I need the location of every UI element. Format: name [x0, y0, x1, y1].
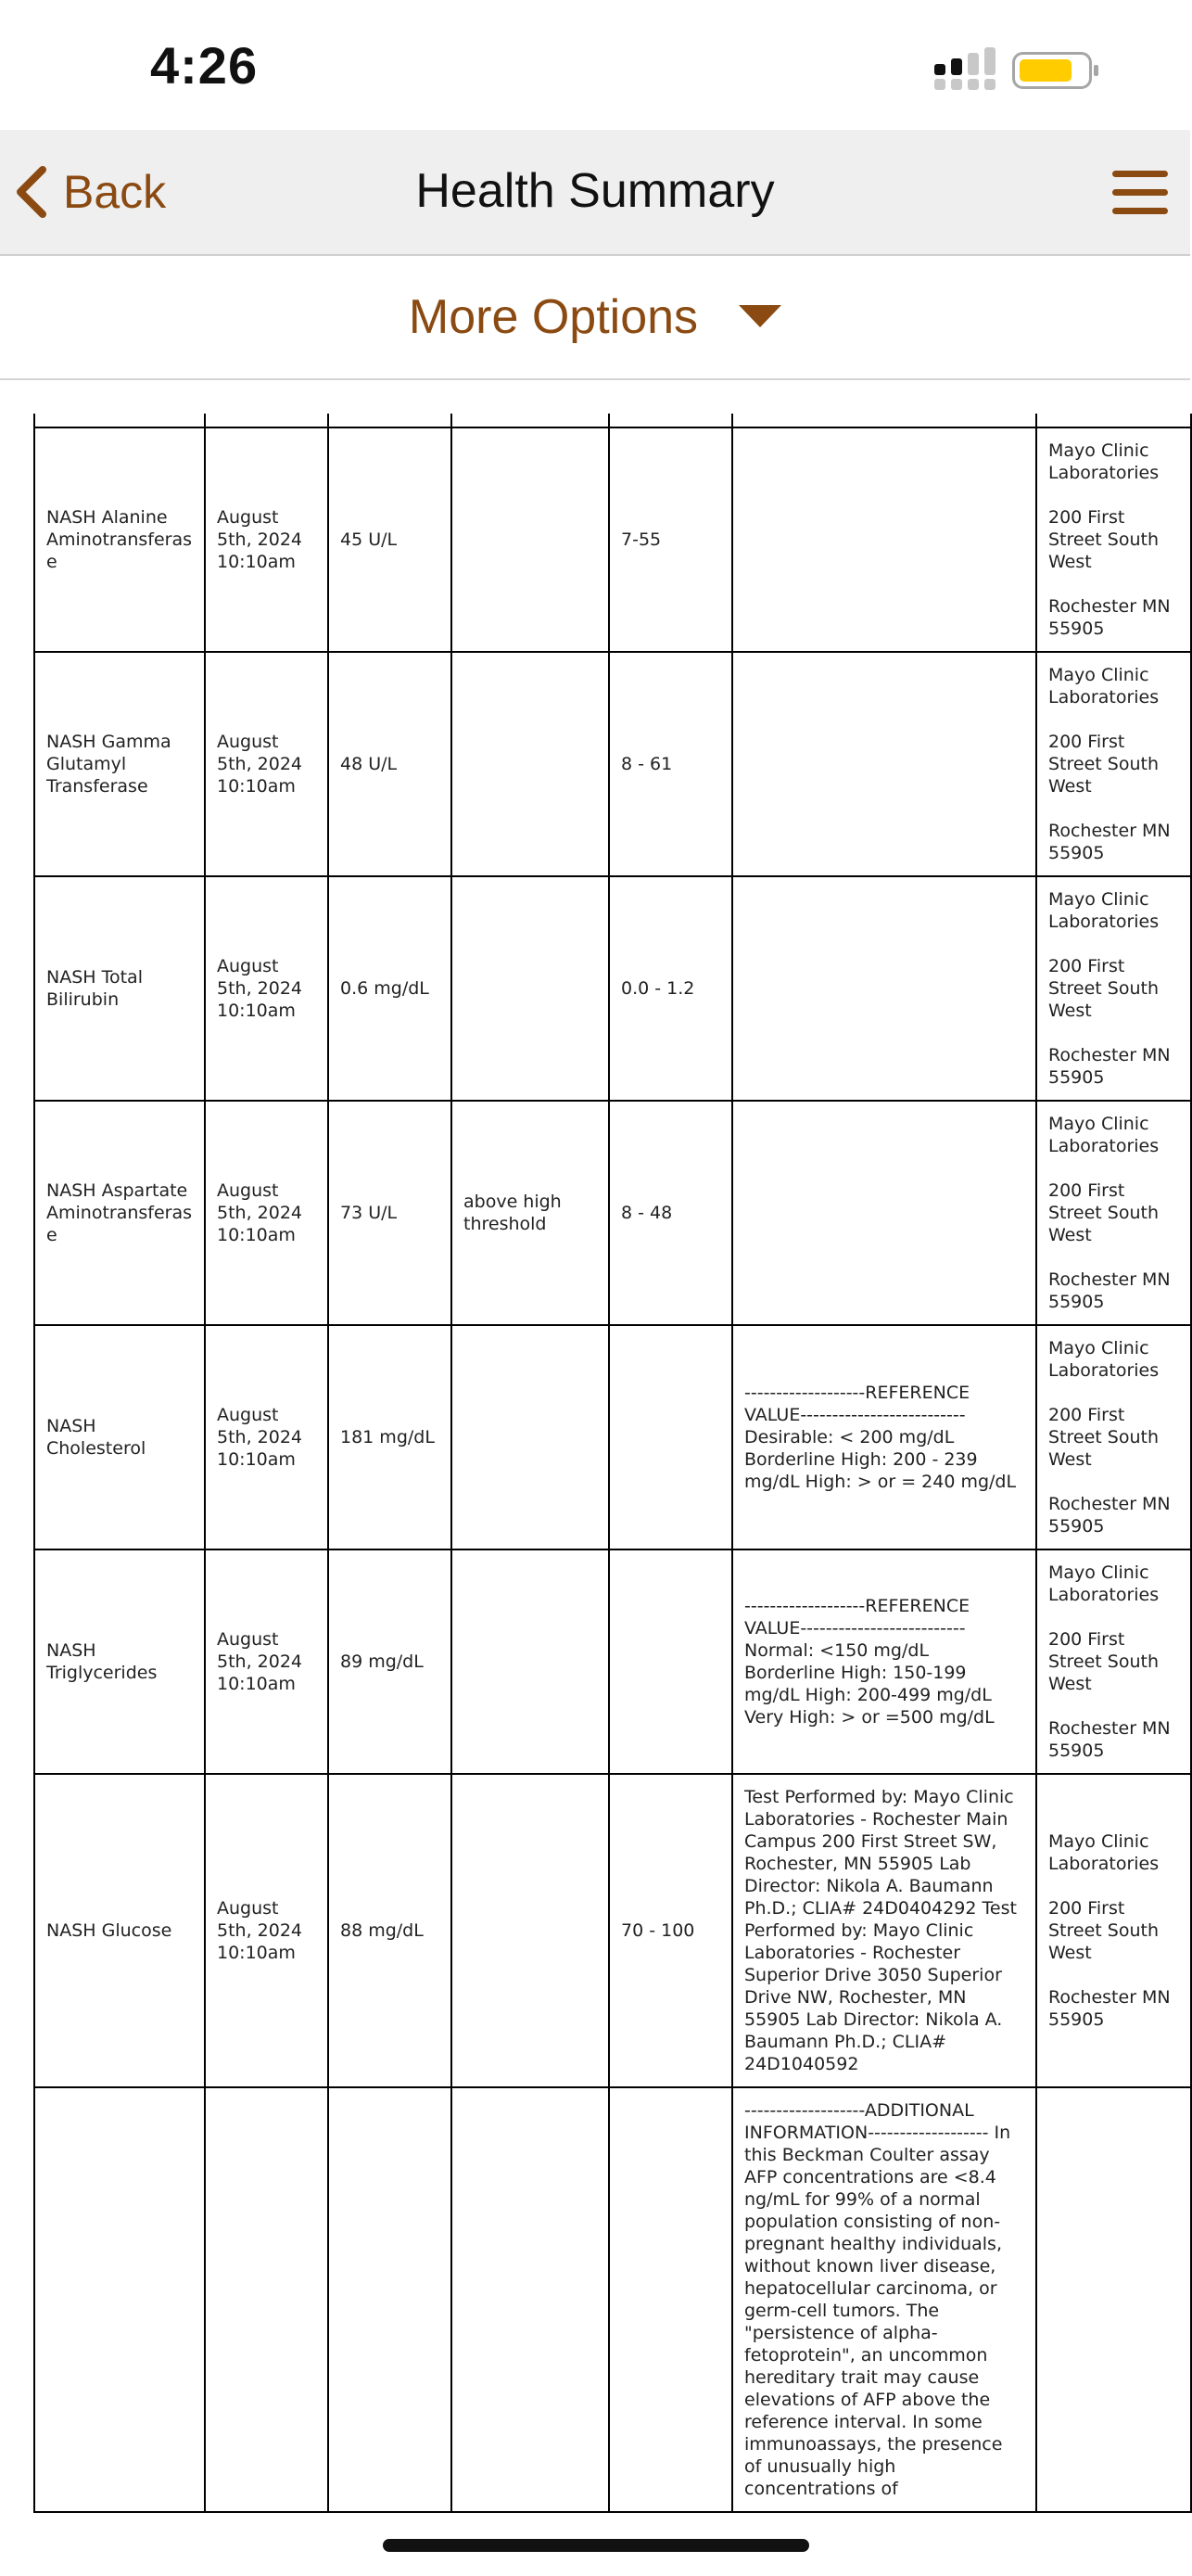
- lab-city: Rochester MN 55905: [1048, 1494, 1171, 1537]
- results-table: [33, 414, 1192, 2513]
- page-title: Health Summary: [415, 164, 775, 218]
- status-bar: [0, 0, 1190, 130]
- test-name-cell: NASH Cholesterol: [34, 1325, 205, 1549]
- table-row: [34, 1325, 1191, 1549]
- test-name-cell: NASH Aspartate Aminotransferase: [34, 1101, 205, 1325]
- date-cell: August 5th, 2024 10:10am: [205, 876, 328, 1101]
- status-time: 4:26: [150, 36, 259, 95]
- test-name-cell: NASH Gamma Glutamyl Transferase: [34, 652, 205, 876]
- lab-street: 200 First Street South West: [1048, 1898, 1159, 1963]
- lab-street: 200 First Street South West: [1048, 1629, 1159, 1694]
- lab-city: Rochester MN 55905: [1048, 1987, 1171, 2030]
- notes-cell: [732, 427, 1036, 652]
- reference-range-cell: 8 - 61: [609, 652, 732, 876]
- value-cell: 45 U/L: [328, 427, 451, 652]
- test-name-cell: NASH Alanine Aminotransferase: [34, 427, 205, 652]
- table-row-partial: [34, 414, 1191, 427]
- notes-cell: Test Performed by: Mayo Clinic Laboratories - Rochester Main Campus 200 First Street SW, Rochester, MN 55905 Lab Director: Nikola A. Baumann Ph.D.; CLIA# 24D0404292 Test Performed by: Mayo Clinic Laboratories - Rochester Superior Drive 3050 Superior Drive NW, Rochester, MN 55905 Lab Director: Nikola A. Baumann Ph.D.; CLIA# 24D1040592: [732, 1774, 1036, 2087]
- date-cell: August 5th, 2024 10:10am: [205, 652, 328, 876]
- flag-cell: [451, 2087, 609, 2512]
- date-cell: August 5th, 2024 10:10am: [205, 1774, 328, 2087]
- value-cell: 89 mg/dL: [328, 1549, 451, 1774]
- table-row: [34, 652, 1191, 876]
- reference-range-cell: 0.0 - 1.2: [609, 876, 732, 1101]
- lab-location-cell: [1036, 1774, 1191, 2087]
- date-cell: [205, 2087, 328, 2512]
- reference-range-cell: 7-55: [609, 427, 732, 652]
- notes-cell: -------------------REFERENCE VALUE-------------------------- Normal: <150 mg/dL Borderline High: 150-199 mg/dL High: 200-499 mg/dL Very High: > or =500 mg/dL: [732, 1549, 1036, 1774]
- notes-cell: -------------------ADDITIONAL INFORMATION------------------- In this Beckman Coulter assay AFP concentrations are <8.4 ng/mL for 99% of a normal population consisting of non-pregnant healthy individuals, without known liver disease, hepatocellular carcinoma, or germ-cell tumors. The "persistence of alpha-fetoprotein", an uncommon hereditary trait may cause elevations of AFP above the reference interval. In some immunoassays, the presence of unusually high concentrations of: [732, 2087, 1036, 2512]
- lab-lab: Mayo Clinic Laboratories: [1048, 1338, 1160, 1381]
- more-options-bar: [0, 256, 1190, 380]
- reference-range-cell: [609, 2087, 732, 2512]
- flag-cell: [451, 1549, 609, 1774]
- reference-range-cell: 8 - 48: [609, 1101, 732, 1325]
- lab-street: 200 First Street South West: [1048, 1405, 1159, 1470]
- lab-street: 200 First Street South West: [1048, 507, 1159, 572]
- date-cell: August 5th, 2024 10:10am: [205, 1101, 328, 1325]
- more-options-label: More Options: [408, 290, 699, 344]
- lab-street: 200 First Street South West: [1048, 1180, 1159, 1245]
- flag-cell: above high threshold: [451, 1101, 609, 1325]
- test-name-cell: NASH Triglycerides: [34, 1549, 205, 1774]
- value-cell: 181 mg/dL: [328, 1325, 451, 1549]
- notes-cell: -------------------REFERENCE VALUE-------------------------- Desirable: < 200 mg/dL Borderline High: 200 - 239 mg/dL High: > or = 240 mg/dL: [732, 1325, 1036, 1549]
- test-name-cell: [34, 2087, 205, 2512]
- more-options-button[interactable]: [0, 289, 1190, 345]
- lab-street: 200 First Street South West: [1048, 956, 1159, 1021]
- date-cell: August 5th, 2024 10:10am: [205, 427, 328, 652]
- lab-city: Rochester MN 55905: [1048, 1269, 1171, 1312]
- lab-street: 200 First Street South West: [1048, 732, 1159, 797]
- lab-city: Rochester MN 55905: [1048, 821, 1171, 863]
- notes-cell: [732, 876, 1036, 1101]
- lab-lab: Mayo Clinic Laboratories: [1048, 1114, 1160, 1156]
- reference-range-cell: 70 - 100: [609, 1774, 732, 2087]
- table-row: [34, 1774, 1191, 2087]
- nav-bar: [0, 130, 1190, 256]
- table-row: [34, 1101, 1191, 1325]
- lab-location-cell: [1036, 427, 1191, 652]
- date-cell: August 5th, 2024 10:10am: [205, 1549, 328, 1774]
- table-row: [34, 2087, 1191, 2512]
- value-cell: 73 U/L: [328, 1101, 451, 1325]
- lab-lab: Mayo Clinic Laboratories: [1048, 1831, 1160, 1874]
- lab-location-cell: [1036, 1325, 1191, 1549]
- flag-cell: [451, 876, 609, 1101]
- table-row: [34, 1549, 1191, 1774]
- flag-cell: [451, 1774, 609, 2087]
- lab-city: Rochester MN 55905: [1048, 596, 1171, 639]
- lab-lab: Mayo Clinic Laboratories: [1048, 665, 1160, 708]
- value-cell: [328, 2087, 451, 2512]
- lab-location-cell: [1036, 876, 1191, 1101]
- test-name-cell: NASH Glucose: [34, 1774, 205, 2087]
- reference-range-cell: [609, 1325, 732, 1549]
- lab-lab: Mayo Clinic Laboratories: [1048, 1562, 1160, 1605]
- notes-cell: [732, 652, 1036, 876]
- lab-city: Rochester MN 55905: [1048, 1718, 1171, 1761]
- lab-lab: Mayo Clinic Laboratories: [1048, 889, 1160, 932]
- notes-cell: [732, 1101, 1036, 1325]
- hamburger-menu-icon[interactable]: [1112, 171, 1168, 215]
- value-cell: 0.6 mg/dL: [328, 876, 451, 1101]
- lab-location-cell: [1036, 652, 1191, 876]
- cellular-signal-icon: [934, 51, 997, 90]
- lab-lab: Mayo Clinic Laboratories: [1048, 440, 1160, 483]
- caret-down-icon: [739, 305, 781, 329]
- table-row: [34, 427, 1191, 652]
- flag-cell: [451, 652, 609, 876]
- lab-location-cell: [1036, 1101, 1191, 1325]
- reference-range-cell: [609, 1549, 732, 1774]
- test-name-cell: NASH Total Bilirubin: [34, 876, 205, 1101]
- flag-cell: [451, 1325, 609, 1549]
- results-table-container[interactable]: [33, 414, 1171, 2499]
- battery-icon: [1012, 52, 1099, 89]
- lab-city: Rochester MN 55905: [1048, 1045, 1171, 1088]
- value-cell: 48 U/L: [328, 652, 451, 876]
- lab-location-cell: [1036, 2087, 1191, 2512]
- date-cell: August 5th, 2024 10:10am: [205, 1325, 328, 1549]
- lab-location-cell: [1036, 1549, 1191, 1774]
- table-row: [34, 876, 1191, 1101]
- flag-cell: [451, 427, 609, 652]
- home-indicator[interactable]: [383, 2539, 809, 2552]
- value-cell: 88 mg/dL: [328, 1774, 451, 2087]
- back-label: Back: [63, 166, 167, 218]
